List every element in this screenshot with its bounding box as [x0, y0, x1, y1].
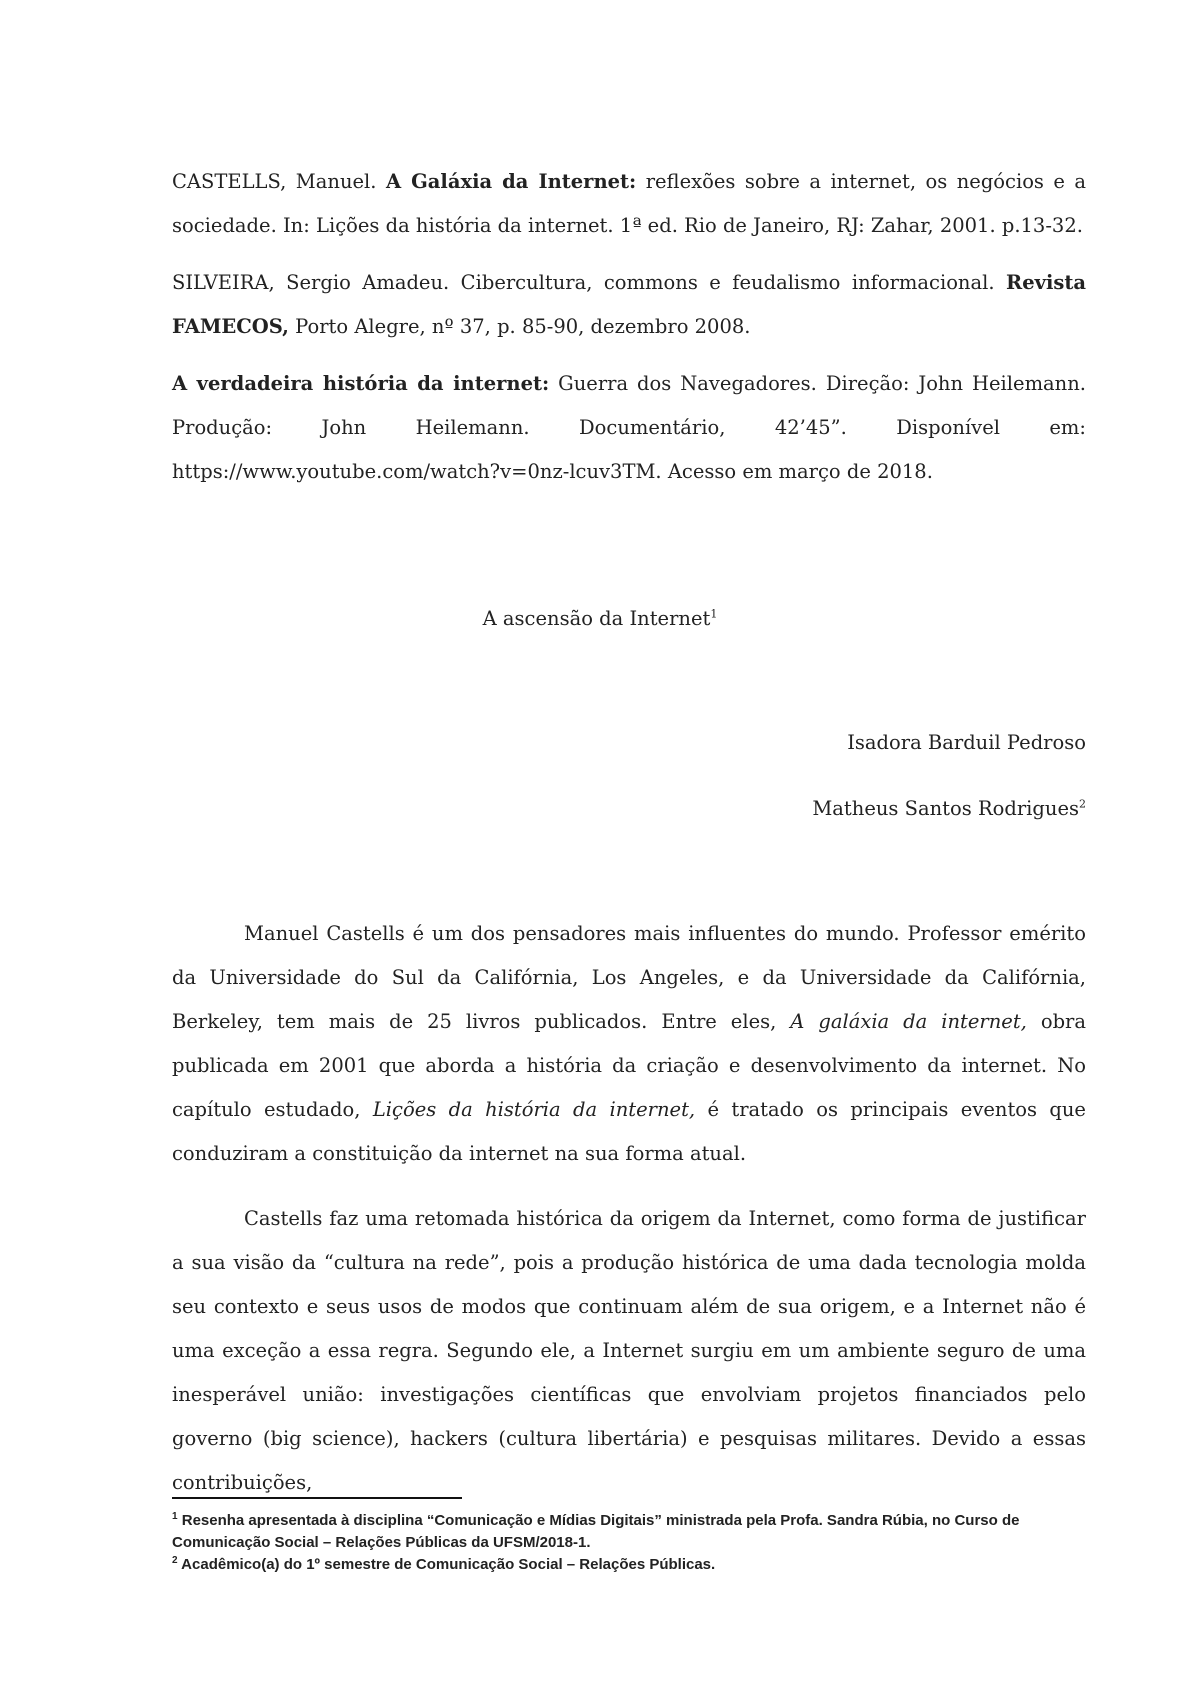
- paragraph-text: obra publicada em 2001 que aborda a história da criação e desenvolvimento da internet. No capítulo estudado,: [172, 1010, 1086, 1121]
- reference-title: Revista FAMECOS,: [172, 271, 1086, 338]
- reference-entry: [172, 362, 1086, 494]
- footnote-separator: [172, 1497, 462, 1499]
- reference-entry: [172, 160, 1086, 248]
- author-name-text: Isadora Barduil Pedroso: [847, 731, 1086, 754]
- footnote-text: Resenha apresentada à disciplina “Comunicação e Mídias Digitais” ministrada pela Profa. Sandra Rúbia, no Curso de Comunicação Social – Relações Públicas da UFSM/2018-1.: [172, 1512, 1020, 1551]
- author-name-text: Matheus Santos Rodrigues: [812, 797, 1079, 820]
- reference-title: A verdadeira história da internet:: [172, 372, 550, 395]
- book-title: A galáxia da internet,: [790, 1010, 1027, 1033]
- reference-title: A Galáxia da Internet:: [385, 170, 637, 193]
- footnote-marker: 2: [1079, 797, 1086, 811]
- footnotes: [172, 1510, 1086, 1576]
- paragraph-text: Manuel Castells é um dos pensadores mais influentes do mundo. Professor emérito da Universidade do Sul da Califórnia, Los Angeles, e da Universidade da Califórnia, Berkeley, tem mais de 25 livros publicados. Entre eles,: [172, 922, 1086, 1033]
- reference-text: reflexões sobre a internet, os negócios e a sociedade. In: Lições da história da internet. 1ª ed. Rio de Janeiro, RJ: Zahar, 2001. p.13-32.: [172, 170, 1087, 237]
- title-text: A ascensão da Internet: [482, 607, 711, 630]
- paragraph: [172, 912, 1086, 1176]
- main-text: [172, 912, 1086, 1526]
- reference-text: CASTELLS, Manuel.: [172, 170, 386, 193]
- paragraph-text: é tratado os principais eventos que conduziram a constituição da internet na sua forma atual.: [172, 1098, 1086, 1165]
- footnote-text: Acadêmico(a) do 1º semestre de Comunicação Social – Relações Públicas.: [177, 1556, 716, 1573]
- footnote-number: 2: [172, 1555, 178, 1566]
- footnote-number: 1: [172, 1511, 178, 1522]
- reference-text: Porto Alegre, nº 37, p. 85-90, dezembro 2008.: [288, 315, 751, 338]
- document-title: [0, 604, 1200, 634]
- reference-text: SILVEIRA, Sergio Amadeu. Cibercultura, commons e feudalismo informacional.: [172, 271, 1007, 294]
- footnote: [172, 1510, 1086, 1554]
- footnote: [172, 1554, 1086, 1576]
- footnote-marker: 1: [710, 607, 718, 621]
- author-name: [847, 728, 1086, 758]
- reference-entry: [172, 261, 1086, 349]
- author-name: [812, 794, 1086, 824]
- references-section: [172, 160, 1086, 507]
- chapter-title: Lições da história da internet,: [372, 1098, 696, 1121]
- reference-text: Guerra dos Navegadores. Direção: John Heilemann. Produção: John Heilemann. Documentário, 42’45”. Disponível em: https://www.youtube.com/watch?v=0nz-lcuv3TM. Acesso em março de 2018.: [172, 372, 1086, 483]
- paragraph: Castells faz uma retomada histórica da origem da Internet, como forma de justificar a sua visão da “cultura na rede”, pois a produção histórica de uma dada tecnologia molda seu contexto e seus usos de modos que continuam além de sua origem, e a Internet não é uma exceção a essa regra. Segundo ele, a Internet surgiu em um ambiente seguro de uma inesperável união: investigações científicas que envolviam projetos financiados pelo governo (big science), hackers (cultura libertária) e pesquisas militares. Devido a essas contribuições,: [172, 1207, 1086, 1494]
